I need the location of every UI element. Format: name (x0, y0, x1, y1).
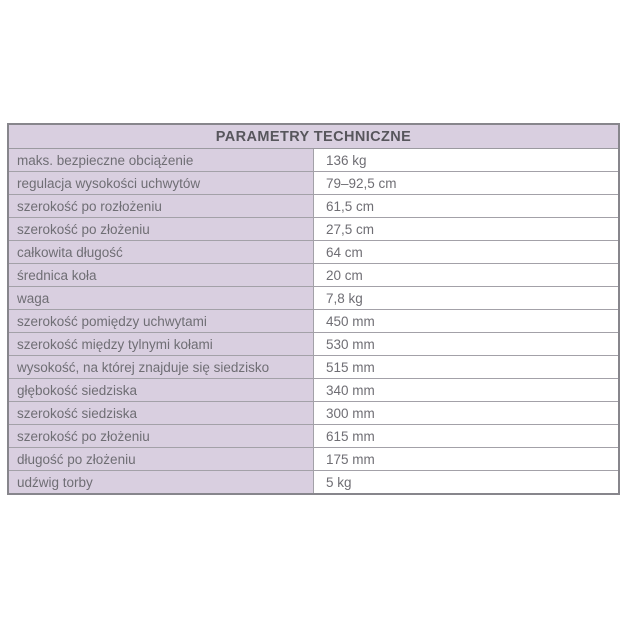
table-row (8, 471, 619, 495)
param-value: 7,8 kg (314, 287, 620, 310)
param-label: głębokość siedziska (8, 379, 314, 402)
table-header (8, 124, 619, 149)
param-label: szerokość po rozłożeniu (8, 195, 314, 218)
table-row (8, 379, 619, 402)
param-value: 20 cm (314, 264, 620, 287)
table-row (8, 287, 619, 310)
table-row (8, 425, 619, 448)
table-row (8, 448, 619, 471)
table-row (8, 241, 619, 264)
param-value: 300 mm (314, 402, 620, 425)
table-body (8, 149, 619, 495)
param-value: 530 mm (314, 333, 620, 356)
table-row (8, 356, 619, 379)
param-label: całkowita długość (8, 241, 314, 264)
table-row (8, 172, 619, 195)
param-label: szerokość siedziska (8, 402, 314, 425)
table-row (8, 218, 619, 241)
param-label: udźwig torby (8, 471, 314, 495)
param-label: średnica koła (8, 264, 314, 287)
param-label: wysokość, na której znajduje się siedzisko (8, 356, 314, 379)
param-value: 5 kg (314, 471, 620, 495)
table-row (8, 195, 619, 218)
table-row (8, 333, 619, 356)
param-value: 340 mm (314, 379, 620, 402)
param-label: długość po złożeniu (8, 448, 314, 471)
table-header-row (8, 124, 619, 149)
param-value: 175 mm (314, 448, 620, 471)
table-row (8, 264, 619, 287)
param-value: 27,5 cm (314, 218, 620, 241)
param-value: 515 mm (314, 356, 620, 379)
param-label: szerokość po złożeniu (8, 425, 314, 448)
param-label: szerokość między tylnymi kołami (8, 333, 314, 356)
table-title: PARAMETRY TECHNICZNE (8, 124, 619, 149)
param-label: szerokość pomiędzy uchwytami (8, 310, 314, 333)
param-value: 136 kg (314, 149, 620, 172)
param-label: regulacja wysokości uchwytów (8, 172, 314, 195)
param-value: 79–92,5 cm (314, 172, 620, 195)
param-value: 450 mm (314, 310, 620, 333)
param-label: waga (8, 287, 314, 310)
table-row (8, 310, 619, 333)
table-row (8, 149, 619, 172)
technical-parameters-table (7, 123, 620, 495)
param-value: 61,5 cm (314, 195, 620, 218)
table-row (8, 402, 619, 425)
param-label: szerokość po złożeniu (8, 218, 314, 241)
param-value: 64 cm (314, 241, 620, 264)
param-label: maks. bezpieczne obciążenie (8, 149, 314, 172)
param-value: 615 mm (314, 425, 620, 448)
